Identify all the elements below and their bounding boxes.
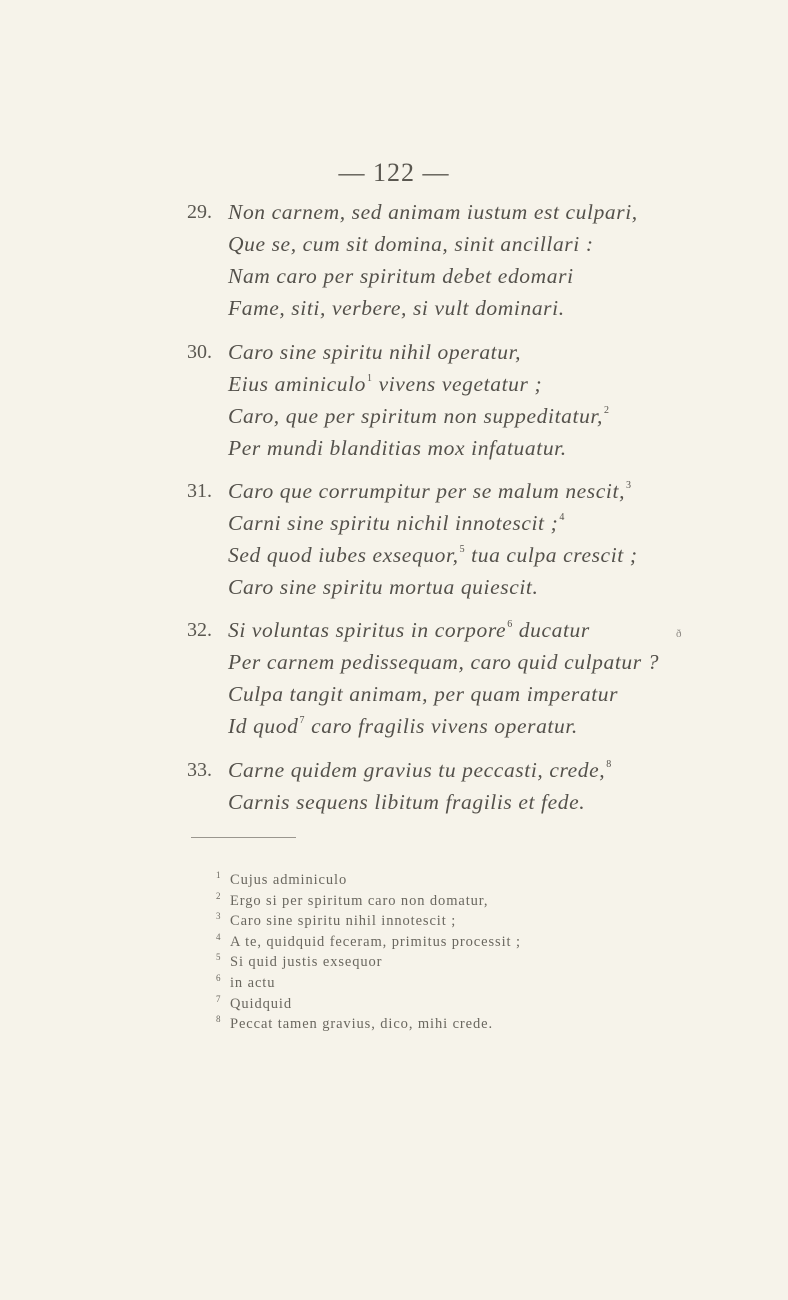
verse-line: Culpa tangit animam, per quam imperatur — [228, 682, 619, 706]
footnote-mark: 2 — [603, 405, 610, 416]
verse-line: Caro sine spiritu nihil operatur, — [228, 340, 522, 364]
stanza-29 — [187, 196, 747, 324]
footnote-mark: 1 — [367, 373, 373, 384]
verse-line: Caro, que per spiritum non suppeditatur,$^2$ — [228, 404, 610, 428]
footnote-mark: 5 — [459, 544, 466, 555]
verse-line: Id quod$^7$ caro fragilis vivens operatur. — [228, 714, 578, 738]
footnote: $^6$ in actu — [216, 972, 276, 991]
verse-line: Non carnem, sed animam iustum est culpari, — [228, 200, 638, 224]
stanza-number: 31. — [187, 480, 212, 502]
verse-line: Que se, cum sit domina, sinit ancillari : — [228, 232, 594, 256]
footnote: $^7$ Quidquid — [216, 993, 292, 1012]
footnote: $^4$ A te, quidquid feceram, primitus processit ; — [216, 931, 521, 950]
verse-line: Carnis sequens libitum fragilis et fede. — [228, 790, 586, 814]
footnote-separator — [191, 837, 296, 838]
verse-line: Eius aminiculo$^1$ vivens vegetatur ; — [228, 372, 543, 396]
stanza-number: 29. — [187, 201, 212, 223]
footnote-mark: 7 — [299, 715, 306, 726]
verse-line: Nam caro per spiritum debet edomari — [228, 264, 574, 288]
footnote: $^2$ Ergo si per spiritum caro non domatur, — [216, 890, 489, 909]
stanza-number: 33. — [187, 759, 212, 781]
footnote-mark: 6 — [507, 619, 513, 630]
footnote: $^1$ Cujus adminiculo — [216, 870, 348, 888]
stanza-32 — [187, 614, 747, 742]
verse-line: Caro que corrumpitur per se malum nescit,$^3$ — [228, 479, 632, 503]
verse-line: Carni sine spiritu nichil innotescit ;$^4$ — [228, 511, 565, 535]
stanza-30 — [187, 336, 747, 464]
verse-line: Caro sine spiritu mortua quiescit. — [228, 575, 539, 599]
footnote-mark: 4 — [559, 512, 565, 523]
stanza-number: 30. — [187, 341, 212, 363]
footnotes — [216, 870, 716, 1035]
footnote-mark: 8 — [606, 759, 612, 770]
stanza-33 — [187, 754, 747, 818]
footnote: $^8$ Peccat tamen gravius, dico, mihi crede. — [216, 1014, 493, 1033]
footnote: $^3$ Caro sine spiritu nihil innotescit ; — [216, 911, 457, 930]
stanza-31 — [187, 475, 747, 603]
verse-line: Sed quod iubes exsequor,$^5$ tua culpa crescit ; — [228, 543, 638, 567]
page-number: — 122 — — [338, 158, 450, 187]
margin-mark: ð — [676, 628, 682, 640]
verse-line: Fame, siti, verbere, si vult dominari. — [228, 296, 565, 320]
footnote: $^5$ Si quid justis exsequor — [216, 952, 383, 971]
stanza-number: 32. — [187, 619, 212, 641]
verse-line: Per mundi blanditias mox infatuatur. — [228, 436, 567, 460]
verse-line: Carne quidem gravius tu peccasti, crede,$^8$ — [228, 758, 612, 782]
verse-line: Si voluntas spiritus in corpore$^6$ ducatur — [228, 618, 590, 642]
footnote-mark: 3 — [626, 480, 632, 491]
verse-line: Per carnem pedissequam, caro quid culpatur ? — [228, 650, 660, 674]
